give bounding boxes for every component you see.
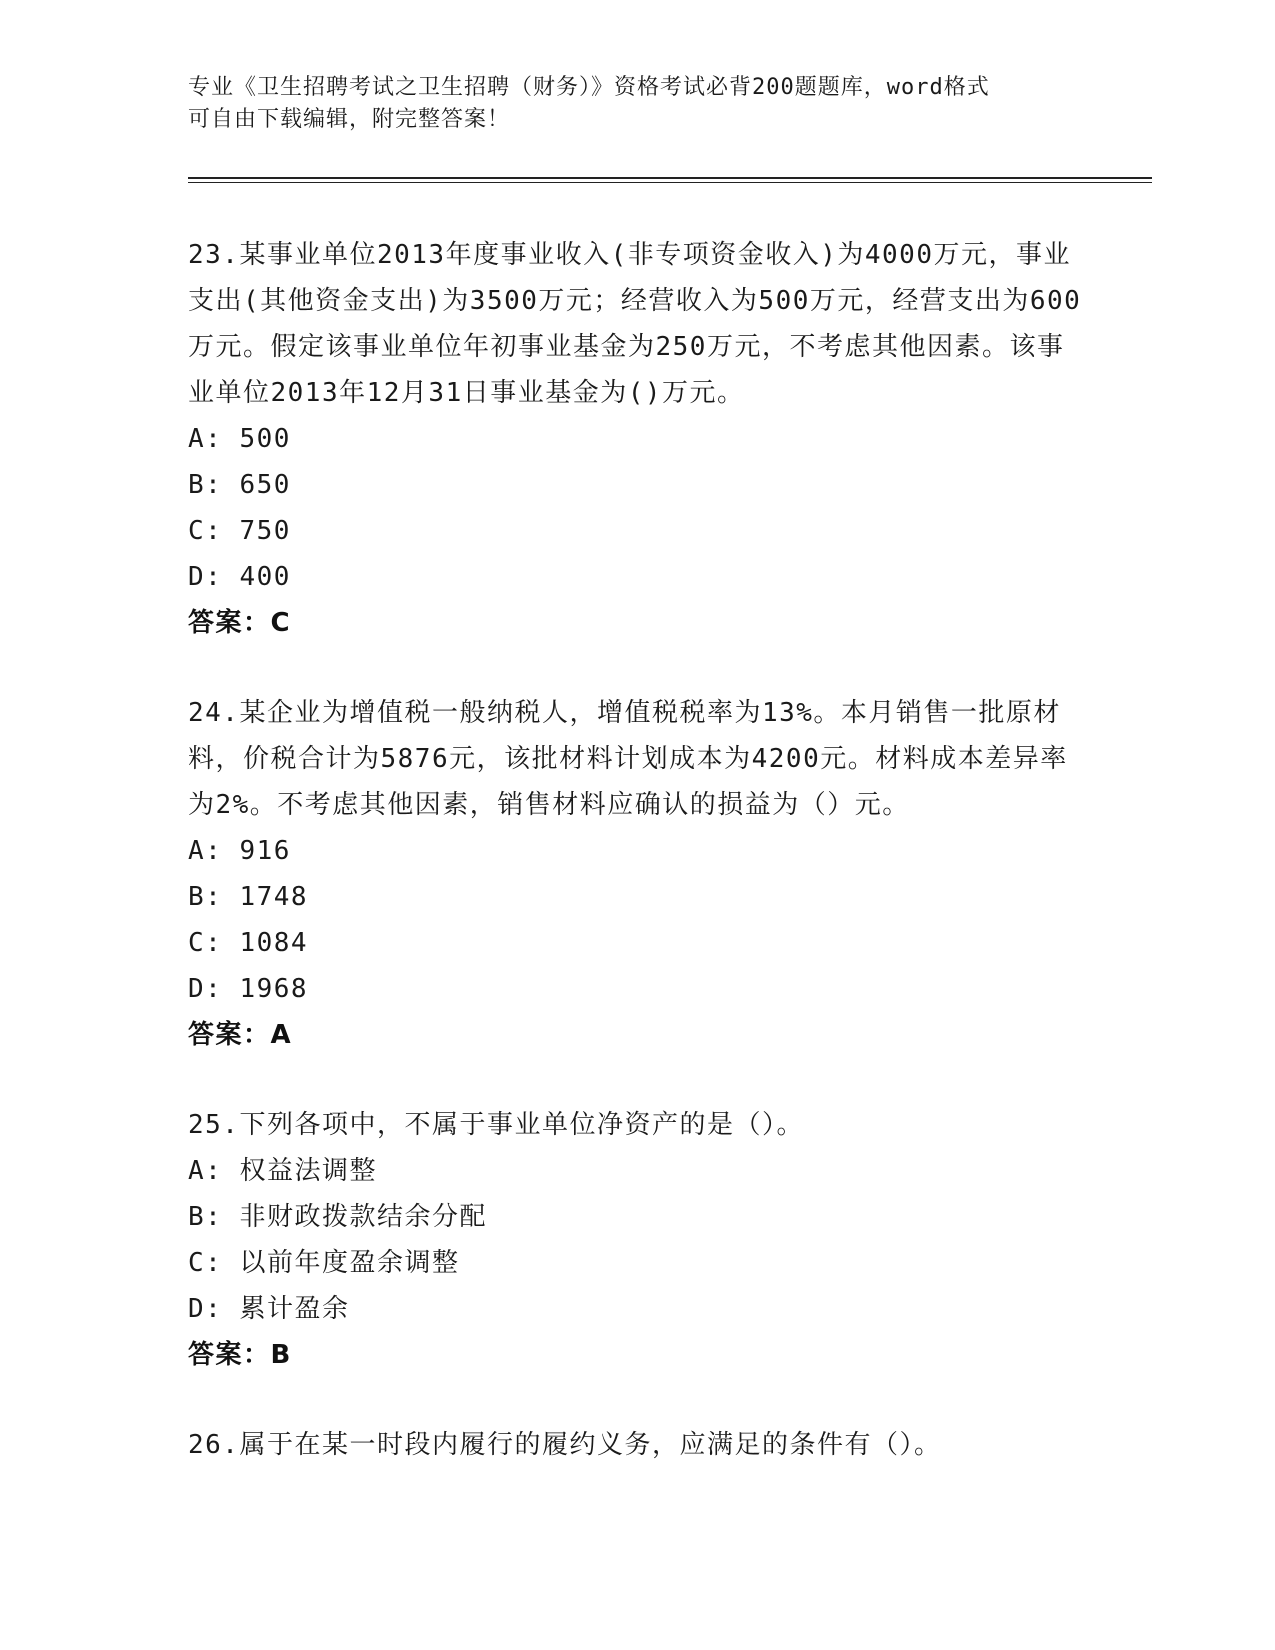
option-c: C: 750	[188, 516, 291, 546]
option-c: C: 以前年度盈余调整	[188, 1248, 460, 1278]
answer-label: 答案：B	[188, 1340, 292, 1370]
header-line-2: 可自由下载编辑，附完整答案！	[188, 107, 511, 132]
question-23	[188, 232, 1088, 646]
question-25	[188, 1102, 1088, 1378]
answer-label: 答案：A	[188, 1020, 293, 1050]
question-text: 23.某事业单位2013年度事业收入(非专项资金收入)为4000万元，事业支出(其他资金支出)为3500万元；经营收入为500万元，经营支出为600万元。假定该事业单位年初事业基金为250万元，不考虑其他因素。该事业单位2013年12月31日事业基金为()万元。	[188, 240, 1082, 408]
question-26	[188, 1422, 1088, 1468]
question-24	[188, 690, 1088, 1058]
option-a: A: 权益法调整	[188, 1156, 377, 1186]
option-a: A: 916	[188, 836, 291, 866]
question-list	[188, 232, 1088, 1512]
answer-label: 答案：C	[188, 608, 292, 638]
option-d: D: 400	[188, 562, 291, 592]
option-a: A: 500	[188, 424, 291, 454]
option-b: B: 非财政拨款结余分配	[188, 1202, 487, 1232]
question-text: 25.下列各项中，不属于事业单位净资产的是（）。	[188, 1110, 804, 1140]
header-divider-thin	[188, 182, 1152, 183]
option-d: D: 1968	[188, 974, 309, 1004]
option-d: D: 累计盈余	[188, 1294, 350, 1324]
option-c: C: 1084	[188, 928, 309, 958]
option-b: B: 650	[188, 470, 291, 500]
document-header	[188, 72, 1068, 136]
question-text: 24.某企业为增值税一般纳税人，增值税税率为13%。本月销售一批原材料，价税合计为5876元，该批材料计划成本为4200元。材料成本差异率为2%。不考虑其他因素，销售材料应确认的损益为（）元。	[188, 698, 1068, 820]
option-b: B: 1748	[188, 882, 309, 912]
header-divider-thick	[188, 177, 1152, 179]
question-text: 26.属于在某一时段内履行的履约义务，应满足的条件有（）。	[188, 1430, 942, 1460]
header-line-1: 专业《卫生招聘考试之卫生招聘（财务）》资格考试必背200题题库，word格式	[188, 75, 990, 100]
